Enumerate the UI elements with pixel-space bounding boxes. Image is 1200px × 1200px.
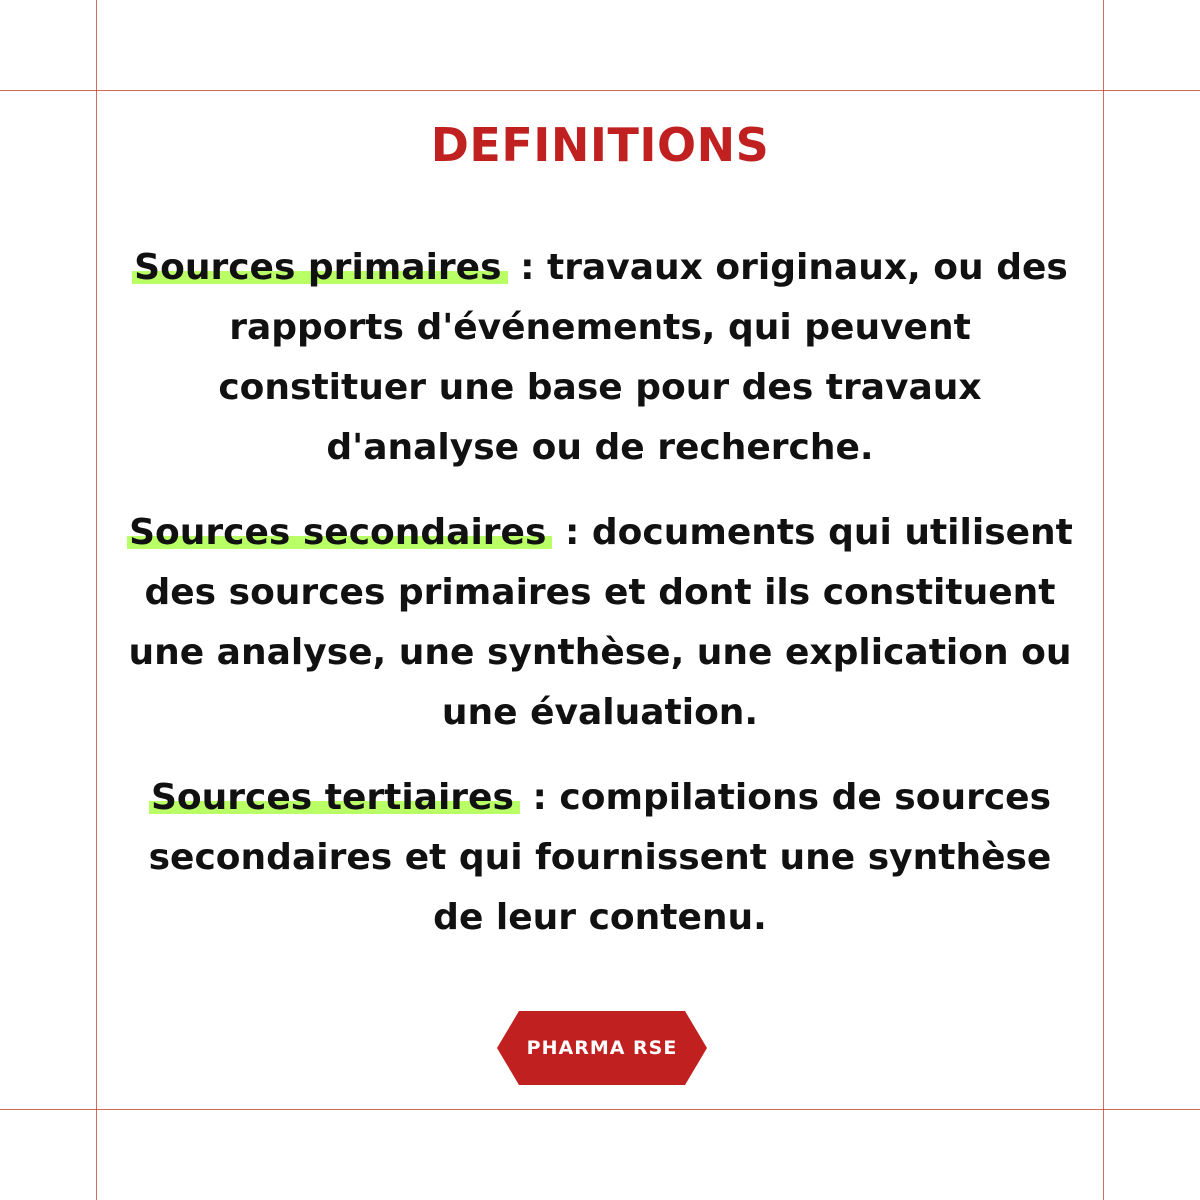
term-highlight: Sources secondaires <box>127 512 552 553</box>
definition-tertiary-sources <box>120 768 1080 948</box>
term-highlight: Sources primaires <box>132 247 507 288</box>
left-guide-line <box>96 0 97 1200</box>
bottom-guide-line <box>0 1109 1200 1110</box>
top-guide-line <box>0 90 1200 91</box>
definition-text: : compilations de sources secondaires et qui fournissent une synthèse de leur contenu. <box>148 777 1052 938</box>
pharma-rse-logo <box>497 1011 707 1085</box>
definition-text: : travaux originaux, ou des rapports d'événements, qui peuvent constituer une base pour des travaux d'analyse ou de recherche. <box>218 247 1068 468</box>
definition-secondary-sources <box>120 503 1080 743</box>
definition-primary-sources <box>120 238 1080 478</box>
page-title: DEFINITIONS <box>430 118 770 172</box>
right-guide-line <box>1103 0 1104 1200</box>
term-highlight: Sources tertiaires <box>149 777 520 818</box>
definitions-list <box>120 238 1080 973</box>
definition-text: : documents qui utilisent des sources primaires et dont ils constituent une analyse, une synthèse, une explication ou une évaluation. <box>128 512 1073 733</box>
logo-label: PHARMA RSE <box>526 1037 678 1059</box>
